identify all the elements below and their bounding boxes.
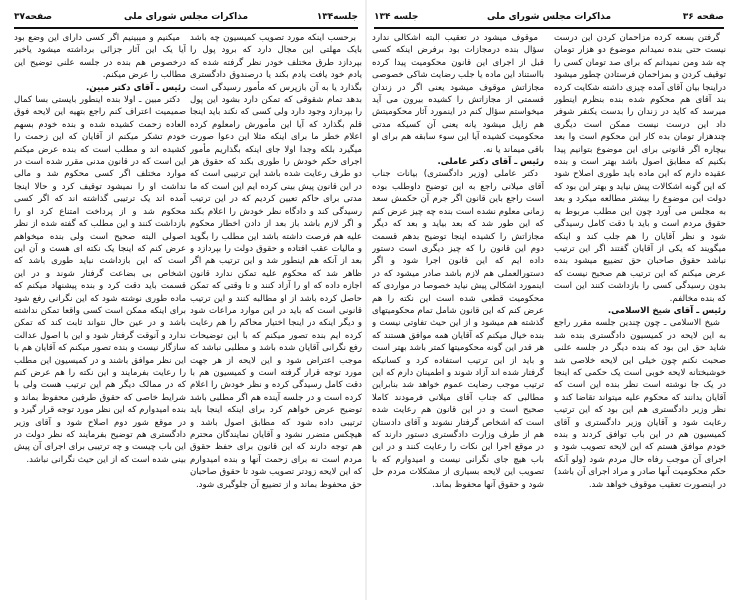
- running-title: مذاکرات مجلس شورای ملی: [123, 12, 249, 22]
- page-gutter: [365, 0, 367, 600]
- paragraph: گرفتن بسعه کرده مزاحمان کردن این درست نیست حتی بنده نمیدانم موضوع دو هزار تومان چه شد ومن نمیدانم که برای صد تومان کسی را توقیف کردن و بمزاحمان فرستادن چطور میشود دراینجا بیان آقای آمده چیزی داشته شکایت کرده بند آقای هم محکوم شده بنده بنظرم اینطور میرسد که کاید در زندان را بدست یکنفر شوفر داد این درست نیست ممکن است دیگری چندهزار تومان بده کار این محکوم است وا بعد بیچاره اگر قانونی برای این موضوع بتوانیم پیدا بکنیم که مطابق اصول باشد بهتر است و بنده عقیده دارم که این ماده باید طوری اصلاح شود که این گونه اشکالات پیش نیاید و بهتر این بود که دولت این موضوع را بیشتر مطالعه میکرد و بعد به مجلس می آورد چون این مطلب مربوط به حقوق مردم است و باید با دقت کامل رسیدگی شود و نظر آقایان را هم جلب کند و اینکه میگویند که یکی از آقایان گفتند اگر این ترتیب نباشد حقوق صاحبان حق تضییع میشود بنده عرض میکنم که این ترتیب هم صحیح نیست که بدون رسیدگی کسی را بازداشت کنند این است که بنده مخالفم.: [554, 33, 726, 304]
- running-title: مذاکرات مجلس شورای ملی: [486, 12, 612, 22]
- speaker-heading: رئیس ـ آقای دکتر مبین.: [85, 82, 186, 93]
- speaker-heading: رئیس ـ آقای دکتر عاملی.: [437, 157, 544, 168]
- text-column-2: [14, 32, 186, 588]
- paragraph: دکتر عاملی (وزیر دادگستری) بیانات جناب آقای میلانی راجع به این توضیح داوطلب بوده است راجع باین قانون اگر جرم آن حکمش سعد زمانی معلوم نشده است بنده چه چیز عرض کنم که این طور شد که بعد بیاید و بعد که دیگر مجازاتش را کشیده اینجا توضیح بدهم قسمت دوم این قانون را که چیز دیگری است دستور داده ایم که این قانون اجرا شود و اگر دستورالعملی هم لازم باشد صادر میشود که در اینمورد اشکالی پیش نیاید خصوصا در مواردی که محکومیت قطعی شده است این نکته را هم عرض کنم که این قانون شامل تمام محکومیتهای گذشته هم میشود و از این حیث تفاوتی نیست و بنده خیال میکنم که آقایان همه موافق هستند که هر قدر این گونه محکومیتها کمتر باشد بهتر است و باید از این ترتیب استفاده کرد و کسانیکه گرفتار شده اند آزاد شوند و اطمینان دارم که این ترتیب موجب رضایت عموم خواهد شد بنابراین مطالبی که جناب آقای میلانی فرمودند کاملا صحیح است و در این قانون هم رعایت شده است که اشخاص گرفتار نشوند و آقای دادستان هم از طرف وزارت دادگستری دستور دارند که در موقع اجرا این نکات را رعایت کنند و در این باب هیچ جای نگرانی نیست و امیدوارم که با تصویب این لایحه بسیاری از مشکلات مردم حل شود و حقوق آنها محفوظ بماند.: [372, 169, 544, 490]
- text-column-1: [190, 32, 362, 588]
- paragraph: میکنیم و میبینیم اگر کسی دارای این وضع بود آیا یک این آثار جزائی برداشته میشود یاخیر درخصوص هم بنده در جلسه علنی توضیح این مطالب را عرض میکنم.: [14, 33, 186, 81]
- page-number: صفحه۳۷: [14, 12, 53, 22]
- right-page: [370, 0, 728, 600]
- header-rule: [14, 27, 358, 29]
- text-column-2: [372, 32, 544, 588]
- page-number: صفحه ۳۶: [682, 12, 724, 22]
- paragraph: موقوف میشود در تعقیب البته اشکالی ندارد سؤال بنده درمجازات بود برفرض اینکه کسی قبل از اجرای این قانون محکومیت پیدا کرده بااستناد این ماده یا جلب رضایت شاکی خصوصی مجازاتش موقوف میشود یعنی اگر در زندان قسمتی از مجازاتش را کشیده بیرون می آید میخواستم سؤال کنم در اینمورد آثار محکومیتش هم زایل میشود یانه یعنی آن کسیکه مدتی محکومیت کشیده آیا این سوء سابقه هم برای او باقی میماند یا نه.: [372, 33, 544, 155]
- header-rule: [374, 27, 724, 29]
- paragraph: برحسب اینکه مورد تصویب کمیسیون چه باشد بایک مهلتی این مجال دارد که برود پول را بپردازد طرق مختلف خودر نظر گرفته شده که یادم خود یافت یادم بکند یا درصندوق دادگستری بگذارد یا به آن بازپرس که مأمور رسیدگی است بدهد تمام شقوقی که تمکن دارد بشود این پول را بپردازد وجود دارد ولی کسی که نکند باید اینجا قلم بگذارد که آیا این مأمورش رامعلوم کرده اعلام خطر ما برای اینکه مثلا این دعوا صورت میگیرد بلکه وجدا اولا جای اینکه بگذاریم مأمور اجرای حکم خودش را طوری بکند که حقوق هر دو طرف رعایت شده باشد این ترتیبی است که در این قانون پیش بینی کرده ایم این است که ما مدتی برای حاکم تعیین کردیم که در این ترتیب رسیدگی کند و دادگاه نظر خودش را اعلام بکند و اگر لازم باشد باز بعد از دادن اخطار محکوم علیه هم فرصت داشته باشد این مطلب را بگوید و مالیات عقب افتاده و حقوق دولت را بپردازد و بعد از آنکه هم اینطور شد و این ترتیب هم اگر ظاهر شد که محکوم علیه تمکن ندارد قانون اجازه داده که او را آزاد کنند و تا وقتی که تمکن حاصل کرده باشد از او مطالبه کنند و این ترتیب قانونی است که باید در این موارد مراعات شود و دیگر اینکه در اینجا اختیار محاکم را هم رعایت کرده ایم بنده تصور میکنم که با این توضیحات رفع نگرانی آقایان شده باشد و مطلبی نباشد که موجب اعتراض شود و این لایحه از هر جهت مورد توجه قرار گرفته است و کمیسیون هم با دقت کامل رسیدگی کرده و نظر خودش را اعلام کرده است و در جلسه آینده هم اگر مطلبی باشد توضیح عرض خواهم کرد برای اینکه اینجا باید ترتیبی داده شود که مطابق اصول باشد و هیچکس متضرر نشود و آقایان نمایندگان محترم هم توجه دارند که این قانون برای حفظ حقوق مردم است نه برای زحمت آنها و بنده امیدوارم که این لایحه زودتر تصویب شود تا حقوق صاحبان حق محفوظ بماند و از تضییع آن جلوگیری شود.: [190, 33, 362, 490]
- left-page: [10, 0, 362, 600]
- session-number: جلسه۱۳۴: [316, 12, 358, 22]
- session-number: جلسه ۱۳۴: [374, 12, 419, 22]
- page-header: [14, 12, 358, 26]
- page-header: [374, 12, 724, 26]
- text-column-1: [554, 32, 726, 588]
- paragraph: دکتر مبین ـ اولا بنده اینطور بایستی بسا کمال صمیمیت اعتراف کنم راجع بتهیه این لایحه فوق العاده زحمت کشیده شده و بنده خودم بسهم خودم تشکر میکنم از آقایان که این زحمت را کشیده اند و مطلب است که بنده عرض میکنم این است که در قانون مدنی مقرر شده است در موارد مختلف اگر کسی محکوم شد و مالی نداشت او را نمیشود توقیف کرد و حالا اینجا آمده اند یک ترتیبی گذاشته اند که اگر کسی محکوم شد و از پرداخت امتناع کرد او را بازداشت کنند و این مطلب که گفته شده از نظر اصولی البته صحیح است ولی بنده میخواهم عرض کنم که اینجا یک نکته ای هست و آن این است که این بازداشت نباید طوری باشد که اشخاص بی بضاعت گرفتار شوند و در این قسمت باید دقت کرد و بنده پیشنهاد میکنم که ماده طوری نوشته شود که این نگرانی رفع شود برای اینکه ممکن است کسی واقعا تمکن نداشته باشد و در عین حال نتواند ثابت کند که تمکن ندارد و آنوقت گرفتار شود و این با اصول عدالت سازگار نیست و بنده تصور میکنم که آقایان هم با این نظر موافق باشند و در کمیسیون این مطلب را رعایت بفرمایند و این نکته را هم عرض کنم که در ممالک دیگر هم این ترتیب هست ولی با شرایط خاصی که حقوق طرفین محفوظ بماند و بنده امیدوارم که این نظر مورد توجه قرار گیرد و در موقع شور دوم اصلاح شود و آقای وزیر دادگستری هم توضیح بفرمایند که نظر دولت در این باب چیست و چه ترتیبی برای اجرای آن پیش بینی شده است که از این حیث نگرانی نباشد.: [14, 95, 186, 465]
- paragraph: شیخ الاسلامی ـ چون چندین جلسه مقرر راجع به این لایحه در کمیسیون دادگستری بنده شد شاید حق این بود که بنده دیگر در جلسه علنی صحبت نکنم چون خیلی این لایحه خلاصی شد خوشبختانه لایحه خوبی است یک حکمی که اینجا در یک جا نوشته است نظر بنده این است که آقایان بدانند که محکوم علیه میتواند تقاضا کند و نظر وزیر دادگستری هم این بود که این ترتیب رعایت شود و آقایان وزیر دادگستری و آقای کمیسیون هم در این باب توافق کردند و بنده خودم موافق هستم که این لایحه تصویب شود و اجرای آن موجب رفاه حال مردم شود (ولو آنکه حکم محکومیت آنها صادر و مراد اجرای آن باشد) در اینصورت تعقیب موقوف خواهد شد.: [554, 318, 726, 490]
- speaker-heading: رئیس ـ آقای شیخ الاسلامی.: [607, 305, 726, 316]
